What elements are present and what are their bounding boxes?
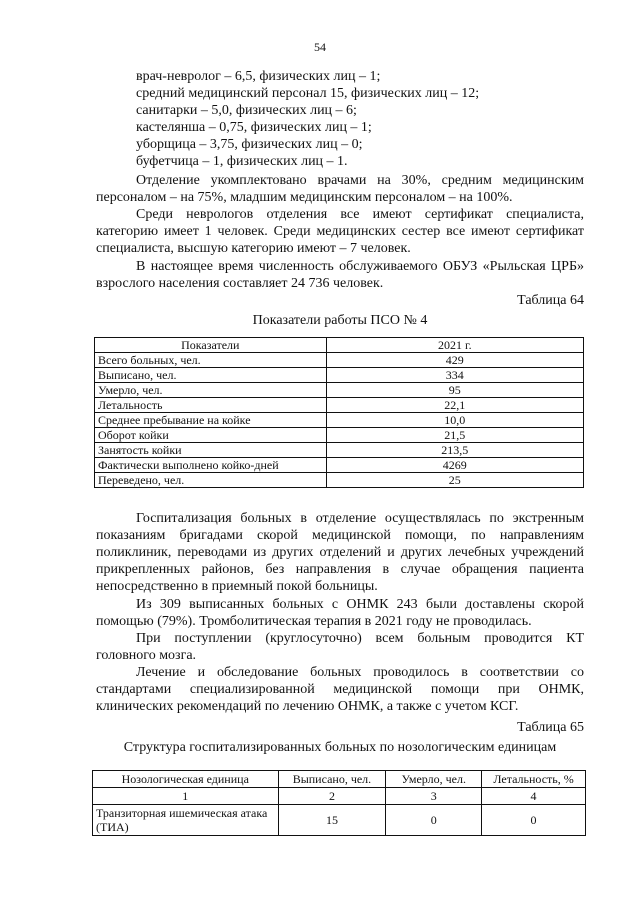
table65 xyxy=(92,770,586,836)
ct-paragraph: При поступлении (круглосуточно) всем больным проводится КТ головного мозга. xyxy=(96,631,584,663)
certification-paragraph: Среди неврологов отделения все имеют сертификат специалиста, категорию имеет 1 человек. Среди медицинских сестер все имеют сертификат специалиста, высшую категорию имеют – 7 человек. xyxy=(96,207,584,256)
header-cell: Показатели xyxy=(95,338,327,353)
table-row xyxy=(95,398,584,413)
header-cell: Умерло, чел. xyxy=(386,771,482,788)
ambulance-paragraph: Из 309 выписанных больных с ОНМК 243 были доставлены скорой помощью (79%). Тромболитическая терапия в 2021 году не проводилась. xyxy=(96,597,584,629)
table65-title: Структура госпитализированных больных по нозологическим единицам xyxy=(123,740,557,755)
row-value: 22,1 xyxy=(326,398,583,413)
row-value: 25 xyxy=(326,473,583,488)
column-number: 1 xyxy=(93,788,279,805)
staff-line: уборщица – 3,75, физических лиц – 0; xyxy=(136,137,363,152)
staff-line: буфетчица – 1, физических лиц – 1. xyxy=(136,154,348,169)
column-number: 4 xyxy=(482,788,586,805)
staff-line: санитарки – 5,0, физических лиц – 6; xyxy=(136,103,357,118)
table65-label: Таблица 65 xyxy=(517,720,584,735)
staff-line: врач-невролог – 6,5, физических лиц – 1; xyxy=(136,69,381,84)
table-row xyxy=(95,383,584,398)
table-row xyxy=(93,805,586,836)
hospitalization-paragraph: Госпитализация больных в отделение осуществлялась по экстренным показаниям бригадами скорой медицинской помощи, по направлениям поликлиник, переводами из других отделений и других лечебных учреждений прикрепленных районов, без направления в случае обращения пациента непосредственно в приемный покой больницы. xyxy=(96,511,584,594)
header-cell: Выписано, чел. xyxy=(278,771,386,788)
table-header-row xyxy=(95,338,584,353)
row-value: 21,5 xyxy=(326,428,583,443)
row-value: 10,0 xyxy=(326,413,583,428)
row-value: 0 xyxy=(386,805,482,836)
header-cell: Летальность, % xyxy=(482,771,586,788)
row-value: 213,5 xyxy=(326,443,583,458)
header-cell: Нозологическая единица xyxy=(93,771,279,788)
row-value: 4269 xyxy=(326,458,583,473)
table-row xyxy=(95,473,584,488)
row-label: Переведено, чел. xyxy=(95,473,327,488)
row-value: 429 xyxy=(326,353,583,368)
table-header-row xyxy=(93,771,586,788)
row-label: Летальность xyxy=(95,398,327,413)
table-row xyxy=(95,368,584,383)
row-value: 334 xyxy=(326,368,583,383)
staff-line: кастелянша – 0,75, физических лиц – 1; xyxy=(136,120,372,135)
table-row xyxy=(95,353,584,368)
table-row xyxy=(95,443,584,458)
column-number-row xyxy=(93,788,586,805)
column-number: 3 xyxy=(386,788,482,805)
row-label: Среднее пребывание на койке xyxy=(95,413,327,428)
table-row xyxy=(95,428,584,443)
header-cell: 2021 г. xyxy=(326,338,583,353)
row-value: 0 xyxy=(482,805,586,836)
row-label: Всего больных, чел. xyxy=(95,353,327,368)
table64-label: Таблица 64 xyxy=(517,293,584,308)
row-label: Транзиторная ишемическая атака (ТИА) xyxy=(93,805,279,836)
row-label: Выписано, чел. xyxy=(95,368,327,383)
row-value: 95 xyxy=(326,383,583,398)
row-label: Оборот койки xyxy=(95,428,327,443)
staff-list xyxy=(136,68,556,170)
table-row xyxy=(95,458,584,473)
staff-line: средний медицинский персонал 15, физических лиц – 12; xyxy=(136,86,480,101)
table64 xyxy=(94,337,584,488)
table-row xyxy=(95,413,584,428)
row-label: Фактически выполнено койко-дней xyxy=(95,458,327,473)
staffing-paragraph: Отделение укомплектовано врачами на 30%, средним медицинским персоналом – на 75%, младшим медицинским персоналом – на 100%. xyxy=(96,173,584,205)
treatment-paragraph: Лечение и обследование больных проводилось в соответствии со стандартами специализированной медицинской помощи при ОНМК, клинических рекомендаций по лечению ОНМК, а также с учетом КСГ. xyxy=(96,665,584,714)
row-label: Умерло, чел. xyxy=(95,383,327,398)
page-number: 54 xyxy=(314,40,326,54)
table64-title: Показатели работы ПСО № 4 xyxy=(252,313,428,328)
row-label: Занятость койки xyxy=(95,443,327,458)
population-paragraph: В настоящее время численность обслуживаемого ОБУЗ «Рыльская ЦРБ» взрослого населения составляет 24 736 человек. xyxy=(96,259,584,291)
row-value: 15 xyxy=(278,805,386,836)
column-number: 2 xyxy=(278,788,386,805)
